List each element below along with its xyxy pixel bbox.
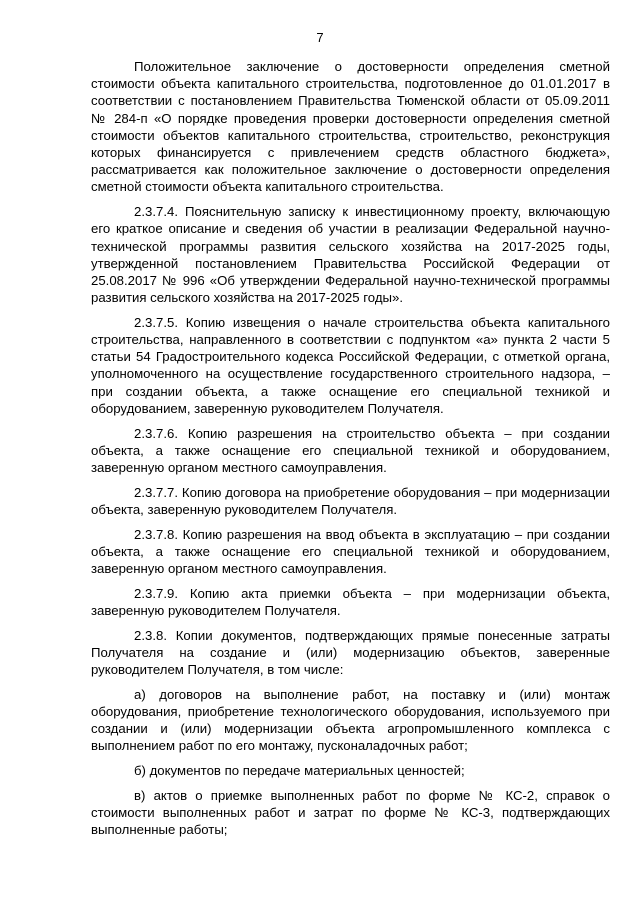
page-number: 7	[316, 30, 324, 45]
list-item-v: в) актов о приемке выполненных работ по форме № КС-2, справок о стоимости выполненных работ и затрат по форме № КС-3, подтверждающих выполненные работы;	[91, 787, 610, 838]
paragraph-2-3-7-9: 2.3.7.9. Копию акта приемки объекта – при модернизации объекта, заверенную руководителем Получателя.	[91, 585, 610, 618]
paragraph-2-3-8: 2.3.8. Копии документов, подтверждающих прямые понесенные затраты Получателя на создание и (или) модернизацию объектов, заверенные руководителем Получателя, в том числе:	[91, 627, 610, 677]
paragraph-2-3-7-4: 2.3.7.4. Пояснительную записку к инвестиционному проекту, включающую его краткое описание и сведения об участии в реализации Федеральной научно-технической программы развития сельского хозяйства на 2017-2025 годы, утвержденной постановлением Правительства Российской Федерации от 25.08.2017 № 996 «Об утверждении Федеральной научно-технической программы развития сельского хозяйства на 2017-2025 годы».	[91, 204, 610, 306]
document-body	[91, 58, 610, 846]
paragraph-2-3-7-8: 2.3.7.8. Копию разрешения на ввод объекта в эксплуатацию – при создании объекта, а также оснащение его специальной техникой и оборудованием, заверенную органом местного самоуправления.	[91, 526, 610, 576]
list-item-a: а) договоров на выполнение работ, на поставку и (или) монтаж оборудования, приобретение технологического оборудования, используемого при создании и (или) модернизации объекта агропромышленного комплекса с выполнением работ по его монтажу, пусконаладочных работ;	[91, 686, 610, 754]
paragraph-conclusion: Положительное заключение о достоверности определения сметной стоимости объекта капитального строительства, подготовленное до 01.01.2017 в соответствии с постановлением Правительства Тюменской области от 05.09.2011 № 284-п «О порядке проведения проверки достоверности определения сметной стоимости объектов капитального строительства, строительство, реконструкция которых финансируется с привлечением средств областного бюджета», рассматривается как положительное заключение о достоверности определения сметной стоимости объекта капитального строительства.	[91, 59, 610, 195]
paragraph-2-3-7-5: 2.3.7.5. Копию извещения о начале строительства объекта капитального строительства, направленного в соответствии с подпунктом «а» пункта 2 части 5 статьи 54 Градостроительного кодекса Российской Федерации, с отметкой органа, уполномоченного на осуществление государственного строительного надзора, – при создании объекта, а также оснащение его специальной техникой и оборудованием, заверенную руководителем Получателя.	[91, 314, 610, 416]
list-item-b: б) документов по передаче материальных ценностей;	[134, 763, 465, 779]
paragraph-2-3-7-6: 2.3.7.6. Копию разрешения на строительство объекта – при создании объекта, а также оснащение его специальной техникой и оборудованием, заверенную органом местного самоуправления.	[91, 425, 610, 475]
paragraph-2-3-7-7: 2.3.7.7. Копию договора на приобретение оборудования – при модернизации объекта, заверенную руководителем Получателя.	[91, 484, 610, 517]
